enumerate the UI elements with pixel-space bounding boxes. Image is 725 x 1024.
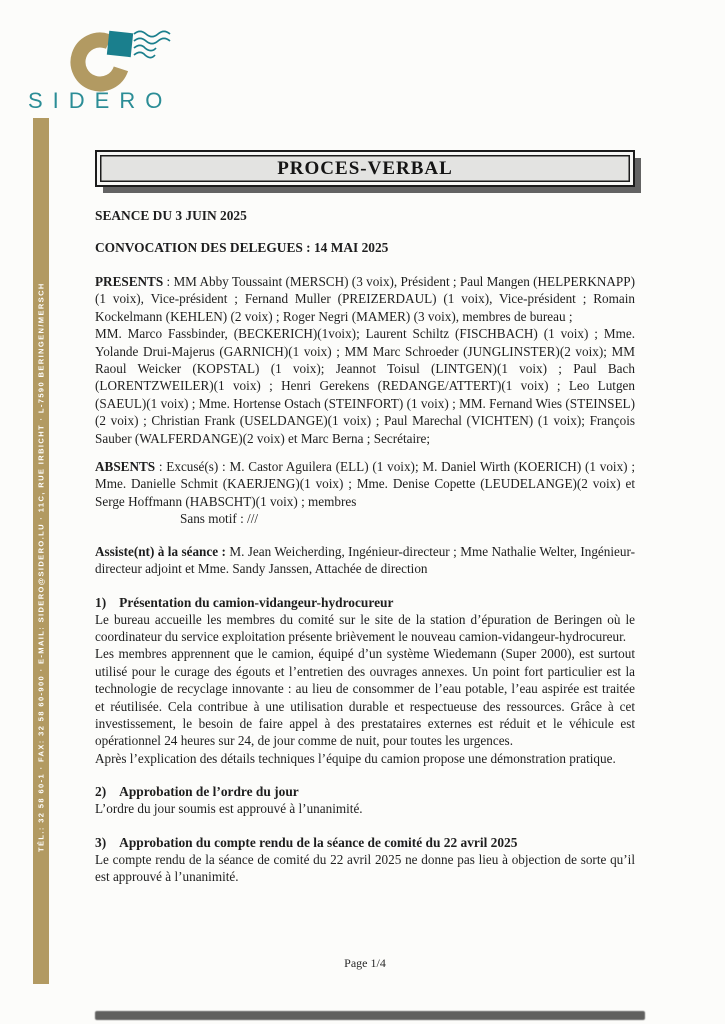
- logo-mark-icon: [58, 28, 208, 92]
- absents-paragraph: [95, 458, 635, 510]
- sidero-logo: [20, 22, 220, 122]
- absents-text: : Excusé(s) : M. Castor Aguilera (ELL) (1 voix); M. Daniel Wirth (KOERICH) (1 voix) ; Mme. Danielle Schmit (KAERJENG)(1 voix) ; Mme. Denise Copette (LEUDELANGE)(2 voix) et Serge Hoffmann (HABSCHT)(1 voix) ; membres: [95, 459, 635, 509]
- next-page-edge-artifact: [95, 1011, 645, 1020]
- assiste-label: Assiste(nt) à la séance :: [95, 543, 226, 559]
- members-paragraph: MM. Marco Fassbinder, (BECKERICH)(1voix); Laurent Schiltz (FISCHBACH) (1 voix) ; Mme. Yolande Drui-Majerus (GARNICH)(1 voix) ; MM Marc Schroeder (JUNGLINSTER)(2 voix); MM Raoul Weicker (KOPSTAL) (1 voix); Jeannot Toisul (LINTGEN)(1 voix) ; Paul Bach (LORENTZWEILER)(1 voix) ; Henri Gerekens (REDANGE/ATTERT)(1 voix) ; Leo Lutgen (SAEUL)(1 voix) ; Mme. Hortense Ostach (STEINFORT) (1 voix) ; MM. Fernand Wies (STEINSEL)(2 voix) ; Christian Frank (USELDANGE)(1 voix) ; Paul Marechal (VICHTEN) (1 voix); François Sauber (WALFERDANGE)(2 voix) et Marc Berna ; Secrétaire;: [95, 326, 635, 446]
- presents-paragraph: [95, 273, 635, 325]
- letterhead-sidebar: [33, 118, 49, 984]
- doc-title: PROCES-VERBAL: [277, 158, 453, 179]
- logo-square: [107, 31, 133, 57]
- section-2-heading: [95, 784, 635, 800]
- section-2-paragraph-1: L’ordre du jour soumis est approuvé à l’unanimité.: [95, 801, 363, 817]
- sans-motif-line: Sans motif : ///: [180, 511, 259, 527]
- section-1-title: Présentation du camion-vidangeur-hydrocureur: [119, 594, 394, 610]
- section-3-paragraph-1: Le compte rendu de la séance de comité du 22 avril 2025 ne donne pas lieu à objection de sorte qu’il est approuvé à l’unanimité.: [95, 851, 635, 884]
- section-1-paragraph-1: Le bureau accueille les membres du comité sur le site de la station d’épuration de Beringen où le coordinateur du service exploitation présente brièvement le nouveau camion-vidangeur-hydrocureur.: [95, 611, 635, 644]
- page-number: Page 1/4: [344, 956, 386, 970]
- section-1-number: 1): [95, 594, 107, 610]
- presents-label: PRESENTS: [95, 274, 164, 289]
- logo-waves-icon: [134, 31, 170, 57]
- section-2-number: 2): [95, 784, 107, 800]
- section-3-heading: [95, 835, 635, 851]
- contact-info-vertical: TÉL.: 32 58 60-1 · FAX: 32 58 60-900 · E-MAIL: SIDERO@SIDERO.LU · 11C, RUE IRBICHT · L-7590 BERINGEN/MERSCH: [36, 282, 46, 852]
- absents-label: ABSENTS: [95, 459, 156, 475]
- presents-text: : MM Abby Toussaint (MERSCH) (3 voix), Président ; Paul Mangen (HELPERKNAPP) (1 voix), Vice-président ; Fernand Muller (PREIZERDAUL) (1 voix), Vice-président ; Romain Kockelmann (KEHLEN) (2 voix) ; Roger Negri (MAMER) (3 voix), membres de bureau ;: [95, 274, 635, 324]
- document-content: [95, 150, 635, 885]
- section-3-title: Approbation du compte rendu de la séance de comité du 22 avril 2025: [119, 834, 518, 850]
- section-3-number: 3): [95, 834, 107, 850]
- section-1-heading: [95, 595, 635, 611]
- assiste-paragraph: [95, 543, 635, 578]
- section-1-paragraph-2: Les membres apprennent que le camion, équipé d’un système Wiedemann (Super 2000), est surtout utilisé pour le curage des égouts et l’entretien des ouvrages annexes. Un point fort particulier est la technologie de recyclage innovante : au lieu de consommer de l’eau potable, l’eau aspirée est traitée et réutilisée. Cela contribue à une utilisation durable et respectueuse des ressources. Grâce à cet investissement, le besoin de faire appel à des prestataires externes est réduit et le véhicule est opérationnel 24 heures sur 24, de jour comme de nuit, pour toutes les urgences.: [95, 646, 635, 749]
- seance-line: SEANCE DU 3 JUIN 2025: [95, 208, 247, 223]
- brand-name: SIDERO: [28, 88, 173, 113]
- section-1-paragraph-3: Après l’explication des détails techniques l’équipe du camion propose une démonstration pratique.: [95, 750, 616, 766]
- assiste-text: M. Jean Weicherding, Ingénieur-directeur ; Mme Nathalie Welter, Ingénieur-directeur adjoint et Mme. Sandy Janssen, Attachée de direction: [95, 543, 636, 577]
- title-box: [95, 150, 635, 187]
- section-2-title: Approbation de l’ordre du jour: [119, 784, 299, 800]
- convocation-line: CONVOCATION DES DELEGUES : 14 MAI 2025: [95, 240, 389, 255]
